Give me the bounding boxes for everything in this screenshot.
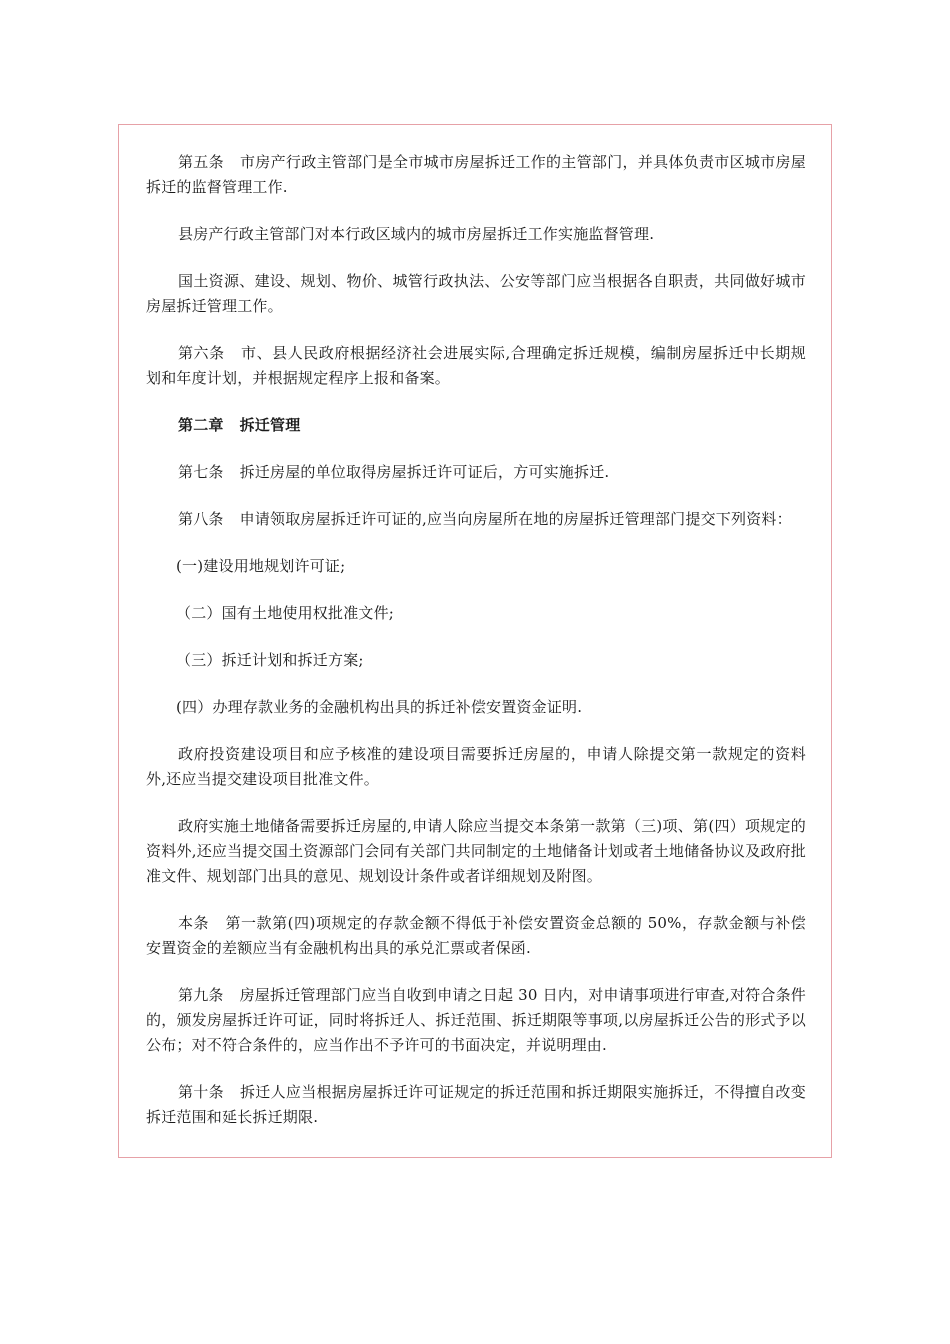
paragraph-text: 县房产行政主管部门对本行政区域内的城市房屋拆迁工作实施监督管理. xyxy=(178,225,655,243)
article-number: 本条 xyxy=(178,914,210,932)
list-item xyxy=(146,695,806,720)
paragraph-text: 政府实施土地储备需要拆迁房屋的,申请人除应当提交本条第一款第（三)项、第(四）项规定的资料外,还应当提交国土资源部门会同有关部门共同制定的土地储备计划或者土地储备协议及政府批准文件、规划部门出具的意见、规划设计条件或者详细规划及附图。 xyxy=(146,817,806,885)
paragraph xyxy=(146,742,806,792)
paragraph-article-6 xyxy=(146,341,806,391)
paragraph-article-7 xyxy=(146,460,806,485)
paragraph-text: 拆迁人应当根据房屋拆迁许可证规定的拆迁范围和拆迁期限实施拆迁，不得擅自改变拆迁范围和延长拆迁期限. xyxy=(146,1083,806,1126)
article-number: 第八条 xyxy=(178,510,224,528)
paragraph-text: (四）办理存款业务的金融机构出具的拆迁补偿安置资金证明. xyxy=(176,698,583,716)
paragraph xyxy=(146,222,806,247)
paragraph-article-10 xyxy=(146,1080,806,1130)
paragraph-text: 拆迁房屋的单位取得房屋拆迁许可证后，方可实施拆迁. xyxy=(239,463,610,481)
paragraph-text: 房屋拆迁管理部门应当自收到申请之日起 30 日内，对申请事项进行审查,对符合条件的，颁发房屋拆迁许可证，同时将拆迁人、拆迁范围、拆迁期限等事项,以房屋拆迁公告的形式予以公布；对不符合条件的，应当作出不予许可的书面决定，并说明理由. xyxy=(146,986,807,1054)
paragraph xyxy=(146,911,806,961)
paragraph-text: (一)建设用地规划许可证; xyxy=(176,557,346,575)
chapter-number: 第二章 xyxy=(178,416,224,434)
paragraph-text: 政府投资建设项目和应予核准的建设项目需要拆迁房屋的，申请人除提交第一款规定的资料外,还应当提交建设项目批准文件。 xyxy=(146,745,806,788)
list-item xyxy=(146,648,806,673)
paragraph-text: 市房产行政主管部门是全市城市房屋拆迁工作的主管部门，并具体负责市区城市房屋拆迁的监督管理工作. xyxy=(146,153,806,196)
article-number: 第六条 xyxy=(178,344,225,362)
paragraph-article-9 xyxy=(146,983,806,1058)
article-number: 第七条 xyxy=(178,463,224,481)
paragraph-text: （三）拆迁计划和拆迁方案; xyxy=(176,651,364,669)
chapter-heading xyxy=(146,413,806,438)
article-number: 第九条 xyxy=(178,986,224,1004)
list-item xyxy=(146,554,806,579)
paragraph-text: （二）国有土地使用权批准文件; xyxy=(176,604,395,622)
list-item xyxy=(146,601,806,626)
document-body xyxy=(146,150,806,1152)
paragraph xyxy=(146,814,806,889)
chapter-title: 拆迁管理 xyxy=(239,416,301,434)
paragraph-text: 申请领取房屋拆迁许可证的,应当向房屋所在地的房屋拆迁管理部门提交下列资料： xyxy=(239,510,792,528)
paragraph-text: 市、县人民政府根据经济社会进展实际,合理确定拆迁规模，编制房屋拆迁中长期规划和年度计划，并根据规定程序上报和备案。 xyxy=(146,344,806,387)
paragraph xyxy=(146,269,806,319)
paragraph-article-8 xyxy=(146,507,806,532)
paragraph-article-5 xyxy=(146,150,806,200)
paragraph-text: 第一款第(四)项规定的存款金额不得低于补偿安置资金总额的 50%，存款金额与补偿安置资金的差额应当有金融机构出具的承兑汇票或者保函. xyxy=(146,914,806,957)
article-number: 第十条 xyxy=(178,1083,224,1101)
paragraph-text: 国土资源、建设、规划、物价、城管行政执法、公安等部门应当根据各自职责，共同做好城市房屋拆迁管理工作。 xyxy=(146,272,806,315)
article-number: 第五条 xyxy=(178,153,224,171)
